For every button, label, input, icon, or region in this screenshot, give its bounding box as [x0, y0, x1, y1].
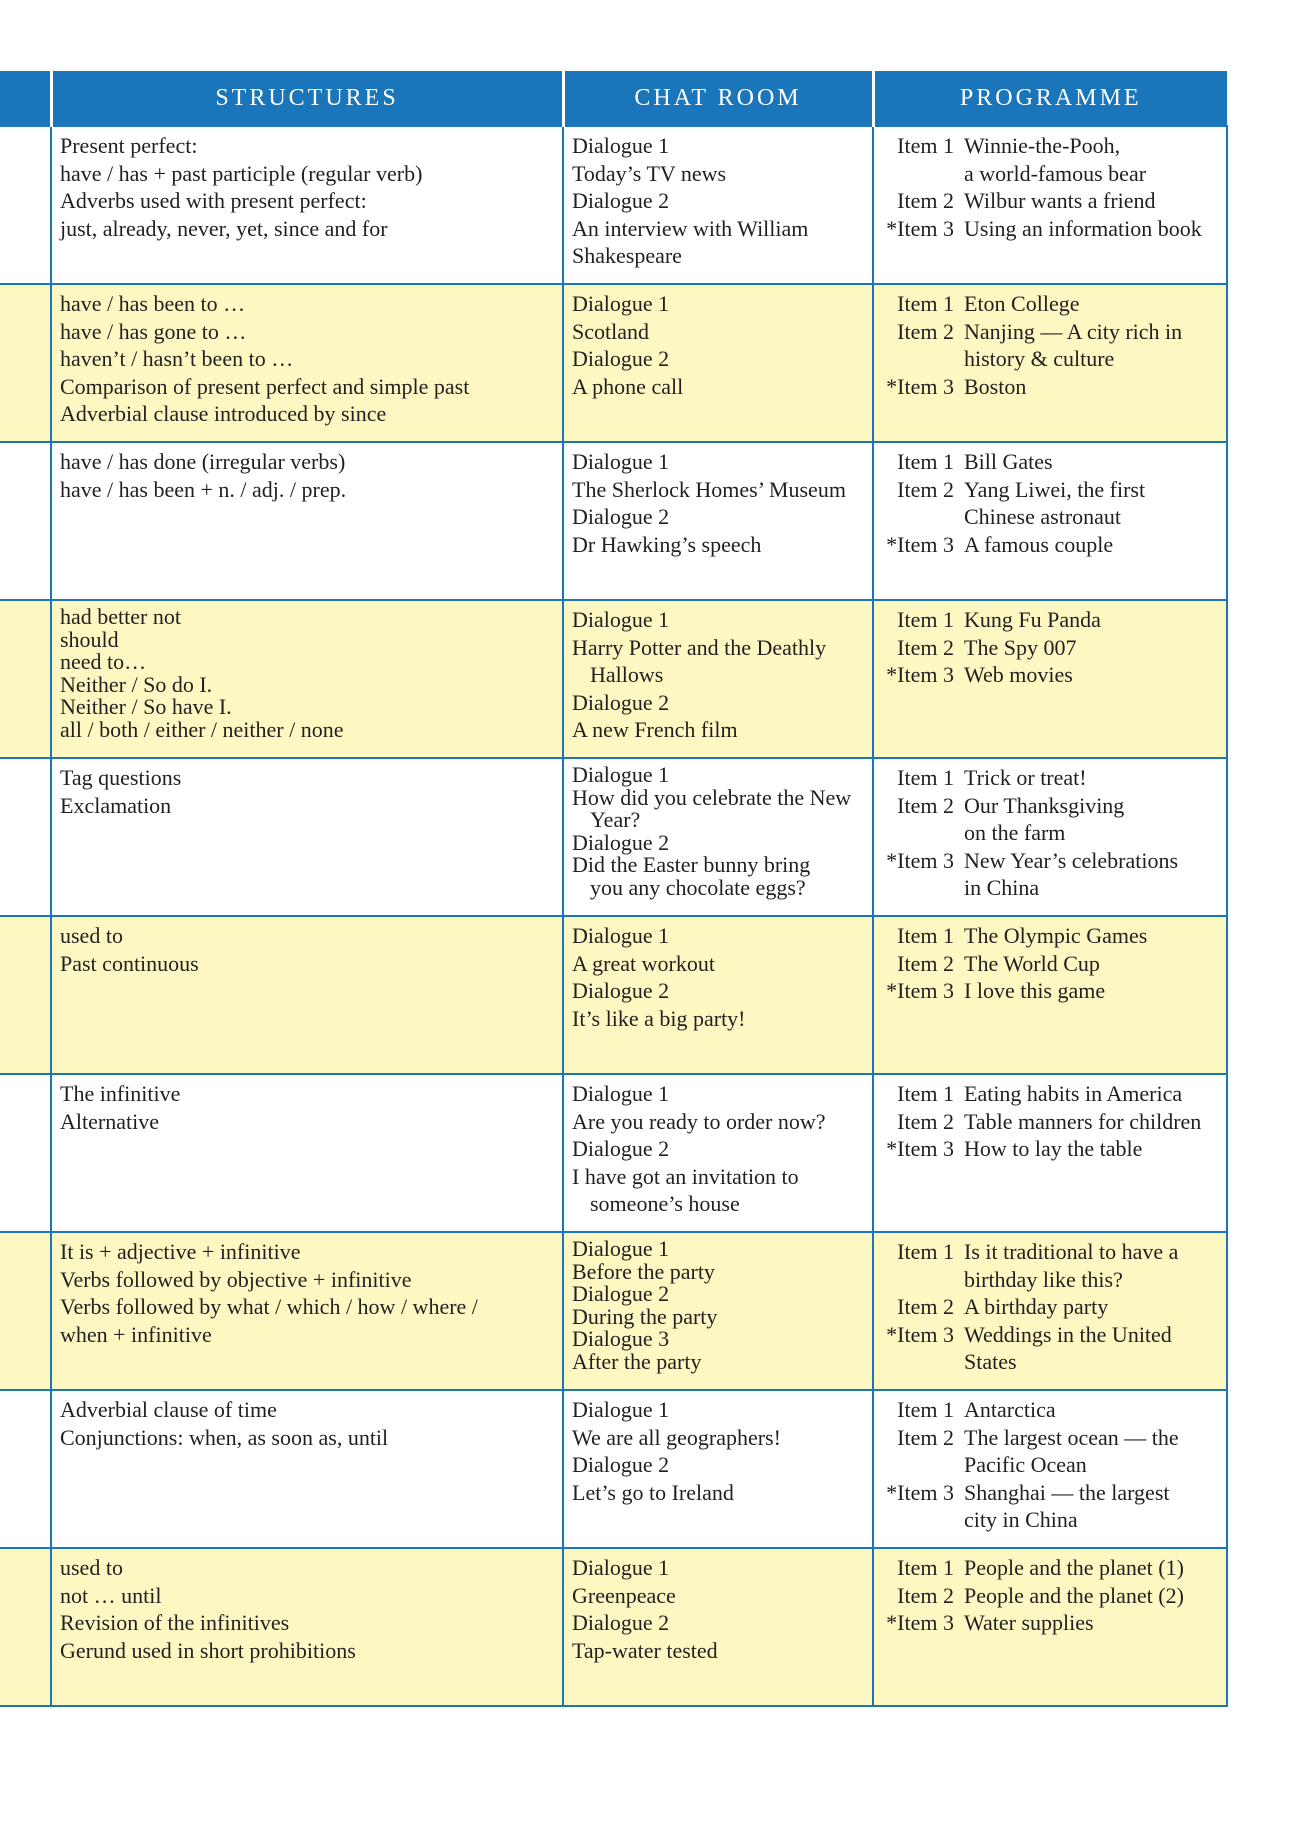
- programme-item-title: Trick or treat!: [964, 765, 1087, 790]
- structures-cell: [51, 284, 563, 442]
- row-margin-cell: [0, 126, 51, 284]
- chat-room-line: Hallows: [590, 662, 664, 687]
- chat-room-line: Dialogue 1: [572, 762, 670, 787]
- programme-item-title: birthday like this?: [964, 1266, 1123, 1292]
- chat-room-cell: [563, 442, 873, 600]
- programme-item-label: *Item 3: [886, 1321, 954, 1347]
- programme-item: [882, 661, 1220, 689]
- programme-item-label: Item 2: [897, 950, 954, 976]
- chat-room-line: Year?: [590, 807, 641, 832]
- programme-item-label: Item 2: [897, 1108, 954, 1134]
- programme-item-title: on the farm: [964, 820, 1066, 845]
- programme-item: [882, 1479, 1220, 1507]
- chat-room-line: Dialogue 1: [572, 449, 670, 474]
- chat-room-line: Shakespeare: [572, 243, 682, 268]
- table-row: [0, 916, 1227, 1074]
- header-structures: STRUCTURES: [51, 71, 563, 126]
- programme-item-title: States: [964, 1349, 1017, 1374]
- programme-item: [882, 215, 1220, 243]
- chat-room-line: How did you celebrate the New: [572, 784, 852, 810]
- programme-item-title: The World Cup: [964, 950, 1100, 976]
- table-row: [0, 1390, 1227, 1548]
- programme-item-label: Item 2: [897, 1582, 954, 1608]
- programme-item-title: Eating habits in America: [964, 1081, 1183, 1106]
- programme-item-title: Our Thanksgiving: [964, 792, 1125, 818]
- programme-item: [882, 318, 1220, 346]
- programme-item-label: Item 1: [897, 923, 954, 948]
- structures-line: just, already, never, yet, since and for: [60, 215, 388, 241]
- chat-room-line: Before the party: [572, 1258, 715, 1284]
- programme-item-label: *Item 3: [886, 1136, 954, 1161]
- programme-item: [882, 476, 1220, 504]
- programme-item-title: Boston: [964, 373, 1027, 399]
- structures-line: not … until: [60, 1582, 162, 1608]
- chat-room-line: Dialogue 2: [572, 829, 670, 855]
- structures-cell: [51, 916, 563, 1074]
- programme-item: [882, 1506, 1220, 1534]
- row-margin-cell: [0, 1232, 51, 1390]
- chat-room-line: Did the Easter bunny bring: [572, 852, 811, 877]
- chat-room-cell: [563, 126, 873, 284]
- programme-item-title: Antarctica: [964, 1397, 1056, 1422]
- programme-item-title: Using an information book: [964, 215, 1202, 241]
- programme-cell: [873, 1074, 1227, 1232]
- structures-line: have / has gone to …: [60, 318, 247, 344]
- programme-item-title: city in China: [964, 1507, 1078, 1532]
- structures-line: Gerund used in short prohibitions: [60, 1637, 356, 1663]
- programme-item-label: Item 1: [897, 1397, 954, 1422]
- programme-item-label: *Item 3: [886, 662, 954, 687]
- programme-item-title: Pacific Ocean: [964, 1452, 1087, 1477]
- chat-room-line: Dialogue 1: [572, 291, 670, 316]
- programme-item-label: Item 2: [897, 318, 954, 344]
- programme-item-title: Wilbur wants a friend: [964, 188, 1156, 213]
- chat-room-cell: [563, 1548, 873, 1706]
- programme-item-title: Nanjing — A city rich in: [964, 318, 1183, 344]
- syllabus-table: [0, 71, 1228, 1707]
- programme-item: [882, 503, 1220, 531]
- header-chat-room: CHAT ROOM: [563, 71, 873, 126]
- programme-item: [882, 345, 1220, 373]
- structures-cell: [51, 1232, 563, 1390]
- programme-item-label: Item 1: [897, 765, 954, 790]
- row-margin-cell: [0, 758, 51, 916]
- structures-line: It is + adjective + infinitive: [60, 1239, 301, 1264]
- table-row: [0, 1074, 1227, 1232]
- programme-item: [882, 1396, 1220, 1424]
- structures-line: have / has done (irregular verbs): [60, 449, 346, 474]
- programme-item-label: [882, 160, 964, 188]
- programme-item-label: [882, 345, 964, 373]
- programme-item: [882, 606, 1220, 634]
- programme-item-title: Table manners for children: [964, 1108, 1202, 1134]
- chat-room-line: Dialogue 1: [572, 133, 670, 158]
- programme-item-title: Winnie-the-Pooh,: [964, 133, 1121, 158]
- programme-item: [882, 1424, 1220, 1452]
- chat-room-line: Dialogue 1: [572, 1555, 670, 1580]
- chat-room-line: Dialogue 2: [572, 978, 670, 1003]
- programme-item-title: Shanghai — the largest: [964, 1479, 1170, 1505]
- table-row: [0, 1232, 1227, 1390]
- chat-room-line: Greenpeace: [572, 1582, 676, 1608]
- table-row: [0, 758, 1227, 916]
- programme-item-label: [882, 503, 964, 531]
- chat-room-line: Dialogue 1: [572, 1236, 670, 1261]
- programme-item-title: Is it traditional to have a: [964, 1239, 1179, 1264]
- programme-item: [882, 1108, 1220, 1136]
- row-margin-cell: [0, 442, 51, 600]
- chat-room-line: Dialogue 2: [572, 689, 670, 715]
- structures-cell: [51, 1074, 563, 1232]
- table-body: [0, 126, 1227, 1706]
- programme-cell: [873, 916, 1227, 1074]
- programme-item-title: How to lay the table: [964, 1136, 1143, 1161]
- structures-line: Tag questions: [60, 765, 182, 790]
- programme-item: [882, 1554, 1220, 1582]
- programme-item: [882, 448, 1220, 476]
- programme-item-title: The largest ocean — the: [964, 1424, 1179, 1450]
- structures-cell: [51, 442, 563, 600]
- structures-line: should: [60, 626, 119, 652]
- programme-item-label: [882, 1451, 964, 1479]
- programme-item-title: New Year’s celebrations: [964, 847, 1179, 873]
- programme-item-title: Kung Fu Panda: [964, 607, 1101, 632]
- programme-item-title: The Spy 007: [964, 634, 1077, 660]
- chat-room-cell: [563, 1074, 873, 1232]
- programme-item: [882, 1080, 1220, 1108]
- table-row: [0, 442, 1227, 600]
- programme-item-label: *Item 3: [886, 215, 954, 241]
- chat-room-line: Scotland: [572, 318, 649, 344]
- programme-cell: [873, 600, 1227, 758]
- programme-item: [882, 977, 1220, 1005]
- chat-room-cell: [563, 916, 873, 1074]
- programme-item-label: Item 1: [897, 607, 954, 632]
- programme-item: [882, 373, 1220, 401]
- programme-item: [882, 1293, 1220, 1321]
- programme-item: [882, 874, 1220, 902]
- chat-room-cell: [563, 284, 873, 442]
- row-margin-cell: [0, 916, 51, 1074]
- chat-room-line: Dialogue 2: [572, 1136, 670, 1161]
- row-margin-cell: [0, 1074, 51, 1232]
- structures-cell: [51, 1548, 563, 1706]
- structures-line: have / has been to …: [60, 291, 246, 316]
- programme-item-title: a world-famous bear: [964, 160, 1147, 186]
- chat-room-line: The Sherlock Homes’ Museum: [572, 476, 846, 502]
- programme-item-title: Web movies: [964, 662, 1073, 687]
- structures-line: Verbs followed by objective + infinitive: [60, 1266, 412, 1292]
- programme-cell: [873, 1548, 1227, 1706]
- chat-room-line: A phone call: [572, 373, 684, 399]
- programme-item-label: Item 2: [897, 188, 954, 213]
- programme-item-label: *Item 3: [886, 1610, 954, 1635]
- programme-item-label: *Item 3: [886, 847, 954, 873]
- structures-line: Present perfect:: [60, 133, 198, 158]
- structures-line: have / has been + n. / adj. / prep.: [60, 476, 347, 502]
- chat-room-line: After the party: [572, 1348, 702, 1374]
- programme-cell: [873, 126, 1227, 284]
- structures-line: Neither / So do I.: [60, 671, 213, 697]
- programme-item-label: Item 2: [897, 1424, 954, 1450]
- row-margin-cell: [0, 284, 51, 442]
- chat-room-line: Dialogue 2: [572, 504, 670, 529]
- chat-room-line: Dialogue 2: [572, 1610, 670, 1635]
- chat-room-cell: [563, 758, 873, 916]
- programme-item-label: Item 1: [897, 133, 954, 158]
- programme-item-label: Item 1: [897, 449, 954, 474]
- chat-room-line: Dialogue 1: [572, 607, 670, 632]
- programme-item-title: Bill Gates: [964, 449, 1053, 474]
- table-row: [0, 284, 1227, 442]
- programme-item: [882, 1321, 1220, 1349]
- table-header: [0, 71, 1227, 126]
- table-row: [0, 1548, 1227, 1706]
- row-margin-cell: [0, 600, 51, 758]
- programme-item-label: Item 2: [897, 634, 954, 660]
- structures-cell: [51, 600, 563, 758]
- programme-item-title: Weddings in the United: [964, 1321, 1172, 1347]
- programme-item-title: People and the planet (1): [964, 1555, 1184, 1580]
- programme-item-label: [882, 819, 964, 847]
- programme-item-title: Water supplies: [964, 1610, 1094, 1635]
- structures-line: Neither / So have I.: [60, 694, 232, 719]
- chat-room-cell: [563, 1232, 873, 1390]
- chat-room-line: Dialogue 2: [572, 188, 670, 213]
- programme-item-title: Chinese astronaut: [964, 504, 1122, 529]
- programme-item-title: A birthday party: [964, 1294, 1109, 1319]
- programme-item: [882, 847, 1220, 875]
- structures-line: Adverbial clause of time: [60, 1397, 277, 1422]
- programme-item-label: [882, 1506, 964, 1534]
- structures-line: Alternative: [60, 1108, 159, 1134]
- programme-item-label: [882, 1266, 964, 1294]
- programme-item-label: Item 1: [897, 1081, 954, 1106]
- chat-room-line: A great workout: [572, 950, 715, 976]
- chat-room-line: Dialogue 2: [572, 1281, 670, 1306]
- programme-cell: [873, 284, 1227, 442]
- structures-line: haven’t / hasn’t been to …: [60, 346, 294, 371]
- structures-line: need to…: [60, 649, 147, 674]
- chat-room-line: Dialogue 1: [572, 1081, 670, 1106]
- chat-room-line: Dialogue 2: [572, 346, 670, 371]
- structures-cell: [51, 1390, 563, 1548]
- chat-room-line: Tap-water tested: [572, 1637, 718, 1663]
- programme-item: [882, 792, 1220, 820]
- structures-cell: [51, 758, 563, 916]
- programme-item: [882, 950, 1220, 978]
- chat-room-cell: [563, 1390, 873, 1548]
- structures-line: used to: [60, 1555, 123, 1580]
- programme-item-label: Item 1: [897, 291, 954, 316]
- chat-room-cell: [563, 600, 873, 758]
- programme-item-label: Item 1: [897, 1555, 954, 1580]
- structures-line: Adverbial clause introduced by since: [60, 401, 387, 426]
- chat-room-line: Dialogue 2: [572, 1452, 670, 1477]
- programme-item-title: in China: [964, 875, 1040, 900]
- programme-item-title: Eton College: [964, 291, 1080, 316]
- chat-room-line: Dialogue 3: [572, 1326, 670, 1351]
- programme-item-label: *Item 3: [886, 373, 954, 399]
- chat-room-line: Dr Hawking’s speech: [572, 531, 762, 557]
- programme-cell: [873, 442, 1227, 600]
- programme-item-title: The Olympic Games: [964, 923, 1148, 948]
- programme-item-label: Item 1: [897, 1239, 954, 1264]
- structures-line: have / has + past participle (regular verb): [60, 160, 423, 186]
- structures-line: Adverbs used with present perfect:: [60, 188, 367, 213]
- chat-room-line: I have got an invitation to: [572, 1163, 799, 1189]
- chat-room-line: Harry Potter and the Deathly: [572, 634, 827, 660]
- programme-item: [882, 1238, 1220, 1266]
- programme-item: [882, 531, 1220, 559]
- programme-item: [882, 1582, 1220, 1610]
- programme-item: [882, 1348, 1220, 1376]
- programme-item: [882, 290, 1220, 318]
- programme-item-title: I love this game: [964, 978, 1106, 1003]
- row-margin-cell: [0, 1390, 51, 1548]
- structures-line: had better not: [60, 604, 181, 629]
- programme-item: [882, 132, 1220, 160]
- programme-item: [882, 1266, 1220, 1294]
- header-blank-cell: [0, 71, 51, 126]
- programme-item: [882, 634, 1220, 662]
- programme-cell: [873, 1390, 1227, 1548]
- structures-line: used to: [60, 923, 123, 948]
- chat-room-line: Today’s TV news: [572, 160, 727, 186]
- structures-line: Conjunctions: when, as soon as, until: [60, 1424, 389, 1450]
- table-row: [0, 600, 1227, 758]
- structures-cell: [51, 126, 563, 284]
- programme-item-label: *Item 3: [886, 1479, 954, 1505]
- programme-item: [882, 1609, 1220, 1637]
- programme-item-title: Yang Liwei, the first: [964, 476, 1146, 502]
- programme-item-title: history & culture: [964, 346, 1115, 371]
- chat-room-line: During the party: [572, 1303, 718, 1329]
- structures-line: The infinitive: [60, 1081, 181, 1106]
- programme-item: [882, 922, 1220, 950]
- chat-room-line: Let’s go to Ireland: [572, 1479, 734, 1505]
- programme-cell: [873, 758, 1227, 916]
- structures-line: Verbs followed by what / which / how / where /: [60, 1294, 478, 1319]
- structures-line: Comparison of present perfect and simple past: [60, 373, 470, 399]
- structures-line: Past continuous: [60, 950, 199, 976]
- row-margin-cell: [0, 1548, 51, 1706]
- programme-item: [882, 764, 1220, 792]
- chat-room-line: Are you ready to order now?: [572, 1108, 826, 1134]
- chat-room-line: Dialogue 1: [572, 923, 670, 948]
- programme-item-label: *Item 3: [886, 978, 954, 1003]
- programme-item-label: Item 2: [897, 476, 954, 502]
- chat-room-line: you any chocolate eggs?: [590, 874, 806, 900]
- structures-line: all / both / either / neither / none: [60, 716, 344, 742]
- programme-item-label: [882, 874, 964, 902]
- structures-line: Revision of the infinitives: [60, 1610, 290, 1635]
- chat-room-line: We are all geographers!: [572, 1424, 781, 1450]
- programme-item-title: People and the planet (2): [964, 1582, 1184, 1608]
- programme-item: [882, 1451, 1220, 1479]
- chat-room-line: It’s like a big party!: [572, 1005, 746, 1031]
- programme-item-title: A famous couple: [964, 531, 1114, 557]
- chat-room-line: someone’s house: [590, 1191, 740, 1216]
- programme-item: [882, 819, 1220, 847]
- programme-item-label: [882, 1348, 964, 1376]
- programme-item-label: *Item 3: [886, 531, 954, 557]
- programme-item-label: Item 2: [897, 792, 954, 818]
- chat-room-line: A new French film: [572, 717, 738, 742]
- table-row: [0, 126, 1227, 284]
- programme-item-label: Item 2: [897, 1294, 954, 1319]
- programme-item: [882, 1135, 1220, 1163]
- programme-cell: [873, 1232, 1227, 1390]
- chat-room-line: Dialogue 1: [572, 1397, 670, 1422]
- structures-line: Exclamation: [60, 792, 172, 818]
- chat-room-line: An interview with William: [572, 215, 809, 241]
- programme-item: [882, 187, 1220, 215]
- structures-line: when + infinitive: [60, 1321, 212, 1347]
- header-programme: PROGRAMME: [873, 71, 1227, 126]
- programme-item: [882, 160, 1220, 188]
